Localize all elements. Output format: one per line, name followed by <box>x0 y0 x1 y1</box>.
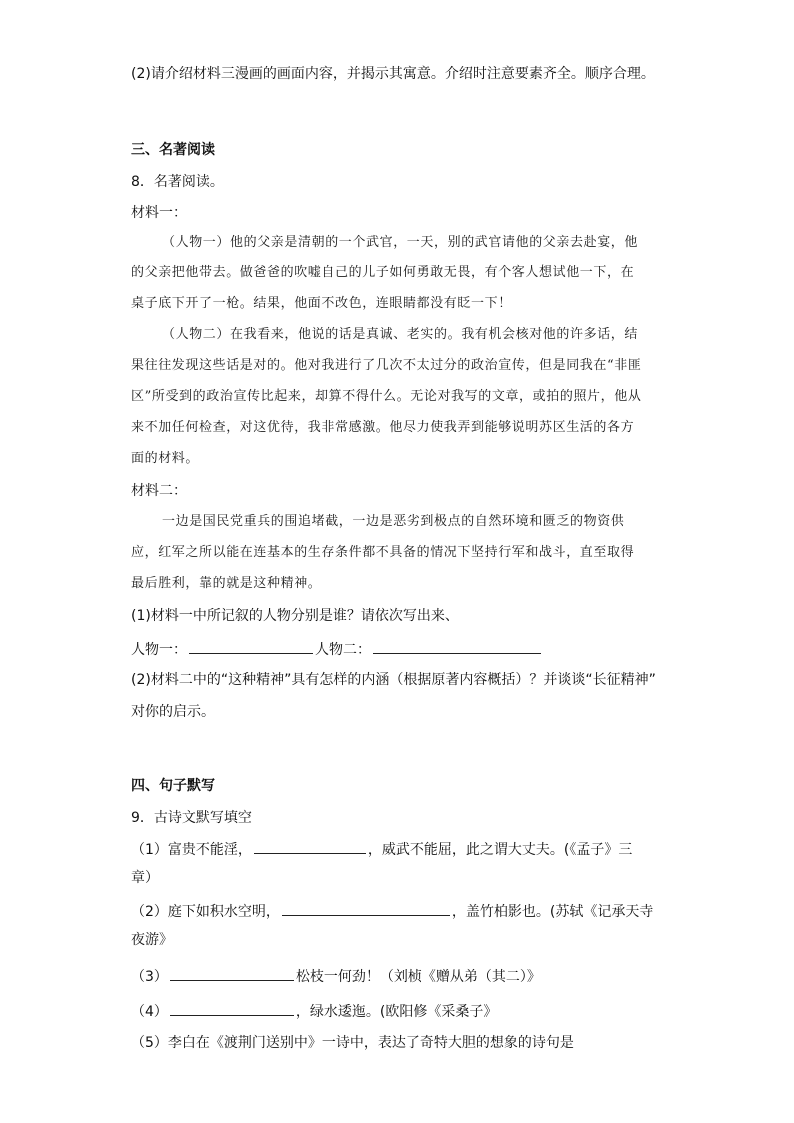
fill-item-text: （3） <box>131 969 168 985</box>
answer-blank[interactable] <box>254 838 366 854</box>
person-2-label: 人物二： <box>315 642 371 658</box>
material-1-label: 材料一： <box>131 205 187 221</box>
material-1-line: （人物二）在我看来，他说的话是真诚、老实的。我有机会核对他的许多话，结 <box>162 327 639 342</box>
fill-item-text: （1）富贵不能淫， <box>131 842 252 858</box>
material-2-line: 一边是国民党重兵的围追堵截，一边是恶劣到极点的自然环境和匮乏的物资供 <box>162 514 625 529</box>
fill-item-2-cont: 夜游》 <box>131 932 173 948</box>
fill-item-text: （4） <box>131 1004 168 1020</box>
material-1-line: （人物一）他的父亲是清朝的一个武官，一天，别的武官请他的父亲去赴宴，他 <box>162 235 639 250</box>
fill-item-text: （2）庭下如积水空明， <box>131 904 280 920</box>
q8-title: 8．名著阅读。 <box>131 174 224 190</box>
fill-item-2 <box>131 900 653 922</box>
fill-item-4 <box>131 1000 497 1022</box>
answer-blank[interactable] <box>373 638 541 654</box>
material-1-line: 果往往发现这些话是对的。他对我进行了几次不太过分的政治宣传，但是同我在“非匪 <box>131 358 642 373</box>
fill-item-text: ，绿水逶迤。(欧阳修《采桑子》 <box>295 1004 498 1020</box>
q8-sub-2-cont: 对你的启示。 <box>131 704 215 720</box>
material-1-line: 桌子底下开了一枪。结果，他面不改色，连眼睛都没有眨一下！ <box>131 296 512 311</box>
fill-item-text: 松枝一何劲！（刘桢《赠从弟（其二）》 <box>295 969 541 985</box>
person-1-label: 人物一： <box>131 642 187 658</box>
fill-item-1-cont: 章） <box>131 870 159 886</box>
section-4-title: 四、句子默写 <box>131 778 215 794</box>
answer-blank[interactable] <box>189 638 313 654</box>
q8-sub-1: (1)材料一中所记叙的人物分别是谁？请依次写出来、 <box>131 608 459 624</box>
fill-item-5: （5）李白在《渡荆门送别中》一诗中，表达了奇特大胆的想象的诗句是 <box>131 1035 574 1051</box>
material-1-line: 的父亲把他带去。做爸爸的吹嘘自己的儿子如何勇敢无畏，有个客人想试他一下，在 <box>131 265 635 280</box>
material-2-line: 应，红军之所以能在连基本的生存条件都不具备的情况下坚持行军和战斗，直至取得 <box>131 545 635 560</box>
person-answer-line <box>131 638 543 660</box>
material-2-label: 材料二： <box>131 483 187 499</box>
material-1-line: 来不加任何检查，对这优待，我非常感激。他尽力使我弄到能够说明苏区生活的各方 <box>131 420 635 435</box>
q7-part2: (2)请介绍材料三漫画的画面内容，并揭示其寓意。介绍时注意要素齐全。顺序合理。 <box>131 66 655 82</box>
material-1-line: 区”所受到的政治宣传比起来，却算不得什么。无论对我写的文章，或拍的照片，他从 <box>131 389 642 404</box>
q9-title: 9．古诗文默写填空 <box>131 810 252 826</box>
answer-blank[interactable] <box>282 900 450 916</box>
material-2-line: 最后胜利，靠的就是这种精神。 <box>131 576 322 591</box>
fill-item-text: ，盖竹柏影也。(苏轼《记承天寺 <box>451 904 654 920</box>
fill-item-1 <box>131 838 632 860</box>
section-3-title: 三、名著阅读 <box>131 142 215 158</box>
fill-item-3 <box>131 965 541 987</box>
fill-item-text: ，威武不能屈，此之谓大丈夫。(《孟子》三 <box>367 842 633 858</box>
answer-blank[interactable] <box>170 1000 294 1016</box>
material-1-line: 面的材料。 <box>131 451 200 466</box>
q8-sub-2: (2)材料二中的“这种精神”具有怎样的内涵（根据原著内容概括）？并谈谈“长征精神” <box>131 672 656 688</box>
answer-blank[interactable] <box>170 965 294 981</box>
